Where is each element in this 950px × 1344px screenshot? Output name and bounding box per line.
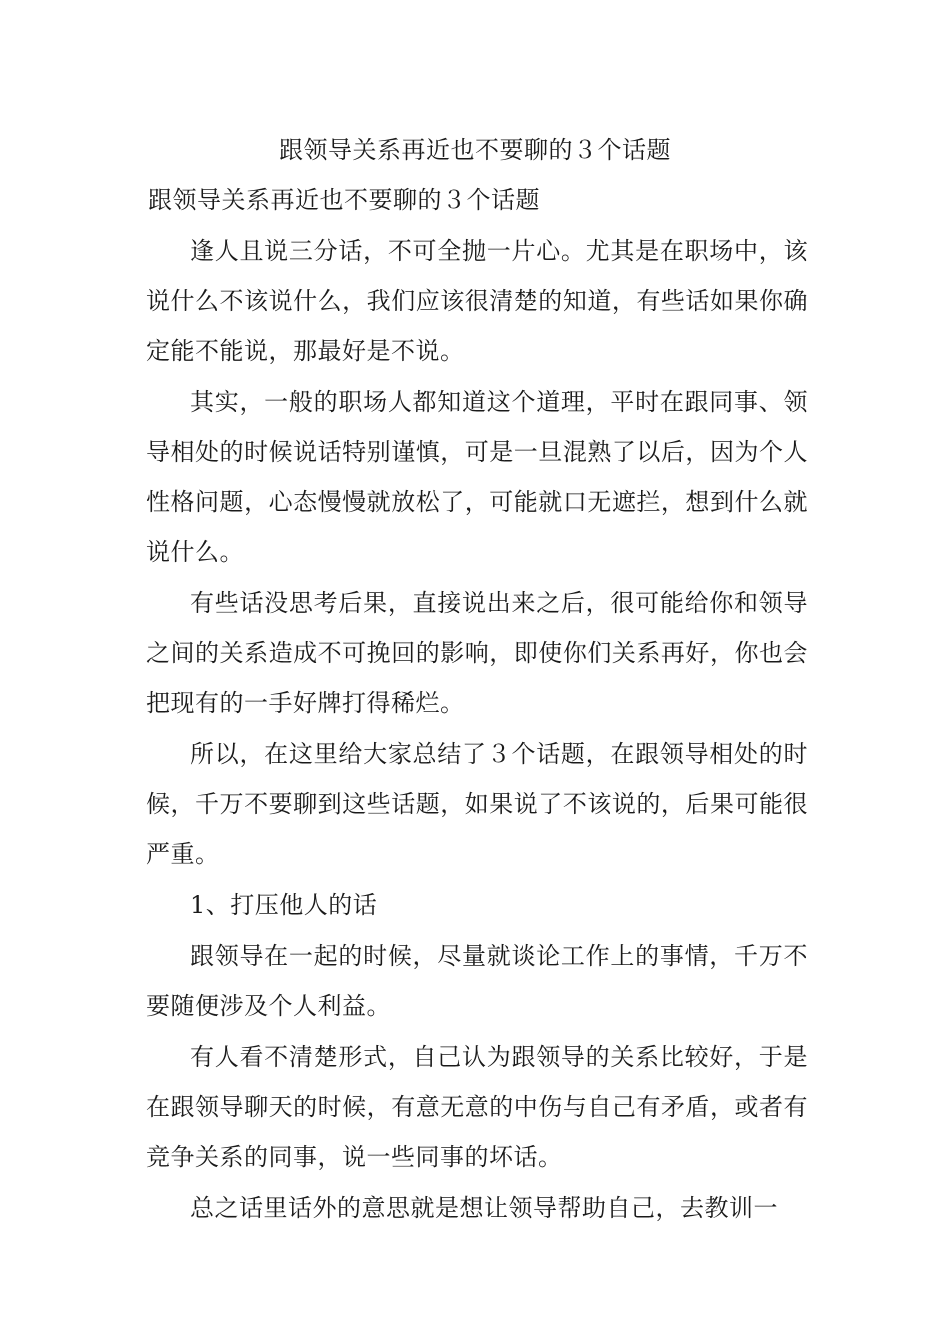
paragraph-3: 有些话没思考后果，直接说出来之后，很可能给你和领导之间的关系造成不可挽回的影响，即使你们关系再好，你也会把现有的一手好牌打得稀烂。 bbox=[146, 589, 808, 717]
document-subtitle: 跟领导关系再近也不要聊的３个话题 bbox=[148, 186, 540, 214]
paragraph-2: 其实，一般的职场人都知道这个道理，平时在跟同事、领导相处的时候说话特别谨慎，可是一旦混熟了以后，因为个人性格问题，心态慢慢就放松了，可能就口无遮拦，想到什么就说什么。 bbox=[146, 388, 808, 566]
paragraph-1: 逢人且说三分话，不可全抛一片心。尤其是在职场中，该说什么不该说什么，我们应该很清楚的知道，有些话如果你确定能不能说，那最好是不说。 bbox=[146, 237, 808, 365]
paragraph-4: 所以，在这里给大家总结了３个话题，在跟领导相处的时候，千万不要聊到这些话题，如果说了不该说的，后果可能很严重。 bbox=[146, 740, 808, 868]
document-body bbox=[146, 226, 808, 1233]
paragraph-5: 跟领导在一起的时候，尽量就谈论工作上的事情，千万不要随便涉及个人利益。 bbox=[146, 942, 808, 1020]
paragraph-6: 有人看不清楚形式，自己认为跟领导的关系比较好，于是在跟领导聊天的时候，有意无意的中伤与自己有矛盾，或者有竞争关系的同事，说一些同事的坏话。 bbox=[146, 1043, 808, 1171]
section-heading-1: 1、打压他人的话 bbox=[190, 891, 378, 919]
document-title: 跟领导关系再近也不要聊的３个话题 bbox=[279, 136, 671, 164]
paragraph-7: 总之话里话外的意思就是想让领导帮助自己，去教训一 bbox=[190, 1194, 778, 1222]
